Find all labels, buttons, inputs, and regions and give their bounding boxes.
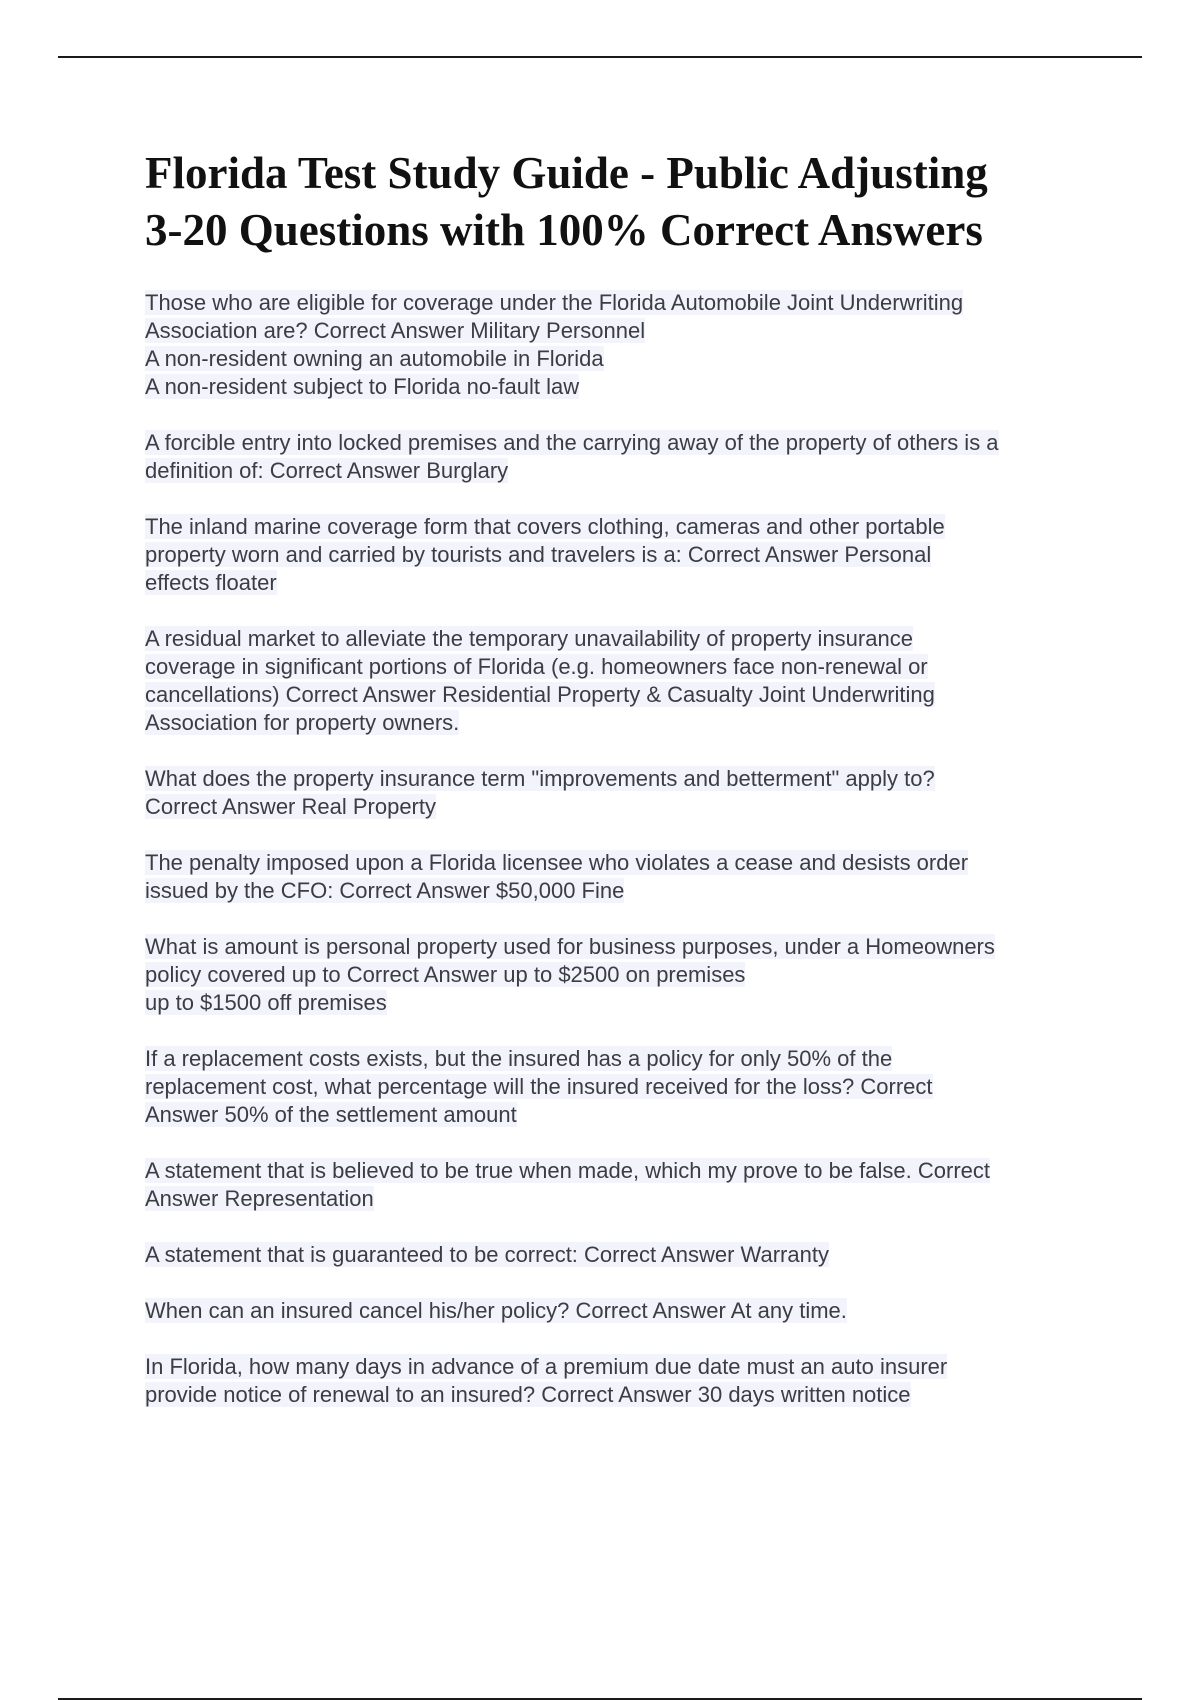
question-answer-list [145, 289, 1090, 1409]
qa-text: The penalty imposed upon a Florida licensee who violates a cease and desists order [145, 850, 969, 875]
qa-text-line [145, 709, 1090, 737]
qa-item [145, 765, 1090, 821]
qa-text: replacement cost, what percentage will the insured received for the loss? Correct [145, 1074, 933, 1099]
qa-item [145, 849, 1090, 905]
qa-text-line [145, 765, 1090, 793]
qa-text-line [145, 289, 1090, 317]
qa-text-line [145, 457, 1090, 485]
qa-text: Answer Representation [145, 1186, 374, 1211]
qa-text: The inland marine coverage form that covers clothing, cameras and other portable [145, 514, 945, 539]
qa-text: issued by the CFO: Correct Answer $50,000 Fine [145, 878, 625, 903]
qa-text-line [145, 793, 1090, 821]
qa-text-line [145, 1185, 1090, 1213]
qa-text-line [145, 961, 1090, 989]
qa-text: In Florida, how many days in advance of a premium due date must an auto insurer [145, 1354, 948, 1379]
qa-text: coverage in significant portions of Florida (e.g. homeowners face non-renewal or [145, 654, 928, 679]
qa-text-line [145, 1297, 1090, 1325]
qa-text: Correct Answer Real Property [145, 794, 436, 819]
qa-text-line [145, 1073, 1090, 1101]
qa-item [145, 1353, 1090, 1409]
qa-text-line [145, 541, 1090, 569]
qa-text: property worn and carried by tourists and travelers is a: Correct Answer Personal [145, 542, 932, 567]
qa-item [145, 1297, 1090, 1325]
qa-text-line [145, 317, 1090, 345]
qa-text: Those who are eligible for coverage under the Florida Automobile Joint Underwriting [145, 290, 964, 315]
qa-text: When can an insured cancel his/her policy? Correct Answer At any time. [145, 1298, 847, 1323]
qa-text-line [145, 1045, 1090, 1073]
qa-item [145, 1241, 1090, 1269]
qa-text: A residual market to alleviate the temporary unavailability of property insurance [145, 626, 913, 651]
qa-text: A statement that is believed to be true when made, which my prove to be false. Correct [145, 1158, 990, 1183]
qa-text: A non-resident subject to Florida no-fault law [145, 374, 580, 399]
qa-text: Answer 50% of the settlement amount [145, 1102, 517, 1127]
qa-item [145, 625, 1090, 737]
qa-text: provide notice of renewal to an insured? Correct Answer 30 days written notice [145, 1382, 911, 1407]
qa-item [145, 513, 1090, 597]
title-line: Florida Test Study Guide - Public Adjusting [145, 148, 988, 198]
top-rule [58, 56, 1142, 58]
qa-text-line [145, 1353, 1090, 1381]
qa-text-line [145, 513, 1090, 541]
qa-text-line [145, 569, 1090, 597]
qa-text: What is amount is personal property used for business purposes, under a Homeowners [145, 934, 995, 959]
qa-text-line [145, 1157, 1090, 1185]
qa-text-line [145, 877, 1090, 905]
qa-text-line [145, 1381, 1090, 1409]
qa-text: policy covered up to Correct Answer up to $2500 on premises [145, 962, 746, 987]
qa-text: effects floater [145, 570, 277, 595]
qa-text-line [145, 849, 1090, 877]
qa-text: A forcible entry into locked premises and the carrying away of the property of others is a [145, 430, 999, 455]
qa-text-line [145, 373, 1090, 401]
qa-text: A statement that is guaranteed to be correct: Correct Answer Warranty [145, 1242, 829, 1267]
qa-text-line [145, 989, 1090, 1017]
qa-text: A non-resident owning an automobile in Florida [145, 346, 604, 371]
document-body [145, 145, 1090, 1437]
qa-text: definition of: Correct Answer Burglary [145, 458, 509, 483]
title-line: 3-20 Questions with 100% Correct Answers [145, 205, 983, 255]
qa-item [145, 1045, 1090, 1129]
qa-text-line [145, 1101, 1090, 1129]
qa-text-line [145, 625, 1090, 653]
qa-text-line [145, 653, 1090, 681]
qa-text: up to $1500 off premises [145, 990, 387, 1015]
qa-text-line [145, 345, 1090, 373]
qa-text-line [145, 933, 1090, 961]
qa-item [145, 289, 1090, 401]
qa-text: If a replacement costs exists, but the insured has a policy for only 50% of the [145, 1046, 893, 1071]
qa-text: cancellations) Correct Answer Residential Property & Casualty Joint Underwriting [145, 682, 935, 707]
qa-text-line [145, 681, 1090, 709]
qa-text-line [145, 429, 1090, 457]
qa-item [145, 429, 1090, 485]
qa-text-line [145, 1241, 1090, 1269]
qa-text: Association are? Correct Answer Military Personnel [145, 318, 646, 343]
qa-text: What does the property insurance term "improvements and betterment" apply to? [145, 766, 935, 791]
document-title [145, 145, 1090, 259]
qa-item [145, 933, 1090, 1017]
qa-text: Association for property owners. [145, 710, 460, 735]
qa-item [145, 1157, 1090, 1213]
